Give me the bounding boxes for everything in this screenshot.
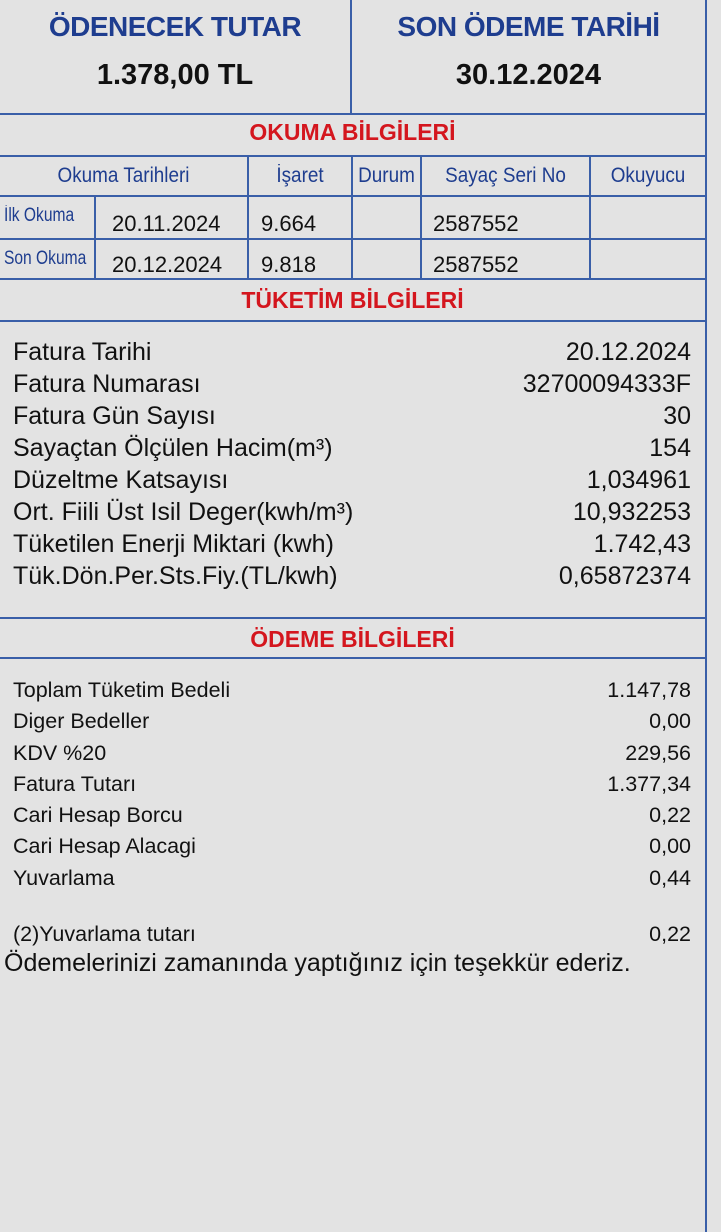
consumption-value: 32700094333F bbox=[522, 370, 691, 398]
due-date-label: SON ÖDEME TARİHİ bbox=[397, 11, 660, 42]
consumption-row bbox=[13, 464, 691, 496]
consumption-value: 1.742,43 bbox=[593, 530, 691, 558]
payment-label: Cari Hesap Borcu bbox=[13, 803, 183, 828]
reading-section-title: OKUMA BİLGİLERİ bbox=[249, 119, 456, 145]
payment-row bbox=[13, 800, 691, 831]
consumption-value: 30 bbox=[663, 402, 691, 430]
first-reading-serial: 2587552 bbox=[433, 211, 519, 236]
payment-label: Toplam Tüketim Bedeli bbox=[13, 678, 231, 702]
consumption-label: Sayaçtan Ölçülen Hacim(m³) bbox=[13, 434, 333, 462]
first-reading-date: 20.11.2024 bbox=[112, 211, 221, 236]
payment-row bbox=[13, 706, 691, 737]
consumption-value: 154 bbox=[649, 434, 691, 462]
last-reading-serial: 2587552 bbox=[433, 252, 519, 277]
rounding-label: (2)Yuvarlama tutarı bbox=[13, 922, 196, 946]
payment-label: Fatura Tutarı bbox=[13, 771, 137, 796]
consumption-value: 20.12.2024 bbox=[565, 338, 691, 366]
consumption-value: 10,932253 bbox=[572, 498, 691, 526]
consumption-label: Düzeltme Katsayısı bbox=[13, 466, 229, 494]
column-header-reading-dates: Okuma Tarihleri bbox=[57, 164, 190, 187]
consumption-label: Fatura Gün Sayısı bbox=[13, 402, 216, 430]
consumption-label: Fatura Numarası bbox=[13, 370, 201, 398]
consumption-label: Ort. Fiili Üst Isil Deger(kwh/m³) bbox=[13, 498, 354, 526]
payment-row bbox=[13, 769, 691, 800]
right-border bbox=[705, 0, 707, 1232]
consumption-label: Fatura Tarihi bbox=[13, 338, 152, 366]
payment-label: KDV %20 bbox=[13, 740, 107, 765]
payment-label: Yuvarlama bbox=[13, 865, 115, 890]
rounding-value: 0,22 bbox=[649, 922, 691, 946]
payment-value: 1.377,34 bbox=[607, 771, 691, 796]
consumption-row bbox=[13, 496, 691, 528]
consumption-row bbox=[13, 336, 691, 368]
column-header-serial: Sayaç Seri No bbox=[445, 164, 566, 187]
payment-section-title: ÖDEME BİLGİLERİ bbox=[250, 626, 455, 652]
consumption-row bbox=[13, 400, 691, 432]
last-reading-date: 20.12.2024 bbox=[112, 252, 223, 277]
consumption-label: Tük.Dön.Per.Sts.Fiy.(TL/kwh) bbox=[13, 562, 338, 590]
amount-label: ÖDENECEK TUTAR bbox=[48, 11, 302, 42]
payment-value: 0,44 bbox=[649, 865, 691, 890]
payment-value: 0,00 bbox=[649, 834, 691, 859]
payment-value: 229,56 bbox=[625, 740, 691, 765]
rounding-row bbox=[13, 919, 691, 950]
divider bbox=[351, 155, 353, 278]
payment-row bbox=[13, 675, 691, 706]
divider bbox=[0, 657, 705, 659]
consumption-row bbox=[13, 368, 691, 400]
amount-cell bbox=[0, 0, 350, 113]
first-reading-mark: 9.664 bbox=[261, 211, 317, 236]
payment-row bbox=[13, 738, 691, 769]
payment-list bbox=[13, 675, 691, 894]
payment-row bbox=[13, 831, 691, 862]
due-date-cell bbox=[352, 0, 705, 113]
consumption-row bbox=[13, 560, 691, 592]
divider bbox=[247, 155, 249, 278]
column-header-status: Durum bbox=[358, 164, 415, 187]
divider bbox=[0, 617, 705, 619]
divider bbox=[589, 155, 591, 278]
consumption-row bbox=[13, 528, 691, 560]
consumption-value: 0,65872374 bbox=[558, 562, 691, 590]
consumption-label: Tüketilen Enerji Miktari (kwh) bbox=[13, 530, 334, 558]
thank-you-message: Ödemelerinizi zamanında yaptığınız için teşekkür ederiz. bbox=[4, 949, 631, 977]
divider bbox=[0, 320, 705, 322]
divider bbox=[94, 197, 96, 278]
due-date-value: 30.12.2024 bbox=[455, 59, 602, 91]
last-reading-mark: 9.818 bbox=[261, 252, 317, 277]
payment-row bbox=[13, 863, 691, 894]
payment-value: 0,22 bbox=[649, 803, 691, 828]
divider bbox=[420, 155, 422, 278]
column-header-mark: İşaret bbox=[276, 164, 324, 187]
payment-label: Cari Hesap Alacagi bbox=[13, 834, 196, 859]
column-header-reader: Okuyucu bbox=[610, 164, 686, 187]
payment-label: Diger Bedeller bbox=[13, 709, 150, 734]
payment-value: 1.147,78 bbox=[607, 678, 691, 702]
consumption-list bbox=[13, 336, 691, 592]
first-reading-label: İlk Okuma bbox=[4, 205, 75, 226]
consumption-value: 1,034961 bbox=[586, 466, 691, 494]
consumption-row bbox=[13, 432, 691, 464]
divider bbox=[0, 278, 705, 280]
last-reading-label: Son Okuma bbox=[4, 248, 87, 269]
payment-value: 0,00 bbox=[649, 709, 691, 734]
summary-header bbox=[0, 0, 705, 115]
consumption-section-title: TÜKETİM BİLGİLERİ bbox=[241, 287, 464, 313]
amount-value: 1.378,00 TL bbox=[96, 59, 254, 91]
